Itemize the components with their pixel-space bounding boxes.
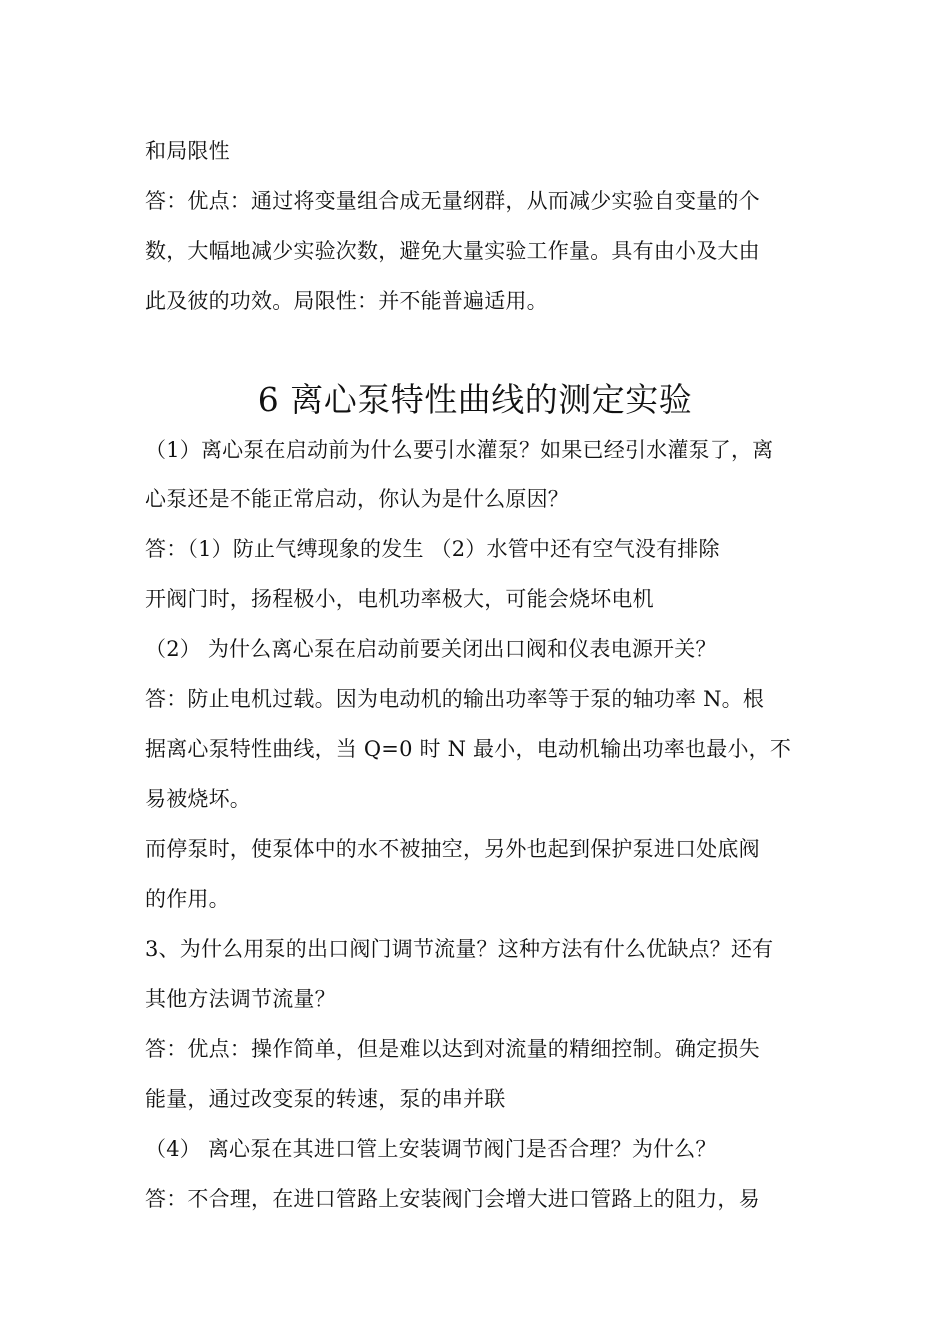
section-title: 6 离心泵特性曲线的测定实验 <box>257 380 693 419</box>
q1-line-1: （1）离心泵在启动前为什么要引水灌泵？如果已经引水灌泵了，离 <box>145 438 774 462</box>
q2-answer-line-3: 易被烧坏。 <box>145 787 251 811</box>
q3-line-2: 其他方法调节流量？ <box>145 987 336 1011</box>
q2-answer-line-2: 据离心泵特性曲线，当 Q=0 时 N 最小，电动机输出功率也最小，不 <box>145 737 792 761</box>
q1-answer-line-1: 答：（1）防止气缚现象的发生 （2）水管中还有空气没有排除 <box>145 537 720 561</box>
q1-line-2: 心泵还是不能正常启动，你认为是什么原因？ <box>145 487 569 511</box>
q2-question: （2） 为什么离心泵在启动前要关闭出口阀和仪表电源开关？ <box>145 637 717 661</box>
q4-question: （4） 离心泵在其进口管上安装调节阀门是否合理？为什么？ <box>145 1137 717 1161</box>
q2-answer-line-4: 而停泵时，使泵体中的水不被抽空，另外也起到保护泵进口处底阀 <box>145 837 760 861</box>
intro-line-3: 数，大幅地减少实验次数，避免大量实验工作量。具有由小及大由 <box>145 239 760 263</box>
q3-answer-line-1: 答：优点：操作简单，但是难以达到对流量的精细控制。确定损失 <box>145 1037 760 1061</box>
q4-answer-line-1: 答：不合理，在进口管路上安装阀门会增大进口管路上的阻力，易 <box>145 1187 760 1211</box>
q3-answer-line-2: 能量，通过改变泵的转速，泵的串并联 <box>145 1087 506 1111</box>
q2-answer-line-1: 答：防止电机过载。因为电动机的输出功率等于泵的轴功率 N。根 <box>145 687 765 711</box>
q1-answer-line-2: 开阀门时，扬程极小，电机功率极大，可能会烧坏电机 <box>145 587 654 611</box>
q3-line-1: 3、为什么用泵的出口阀门调节流量？这种方法有什么优缺点？还有 <box>145 937 774 961</box>
intro-line-2: 答：优点：通过将变量组合成无量纲群，从而减少实验自变量的个 <box>145 189 760 213</box>
intro-line-1: 和局限性 <box>145 139 230 163</box>
intro-line-4: 此及彼的功效。局限性：并不能普遍适用。 <box>145 289 548 313</box>
q2-answer-line-5: 的作用。 <box>145 887 230 911</box>
